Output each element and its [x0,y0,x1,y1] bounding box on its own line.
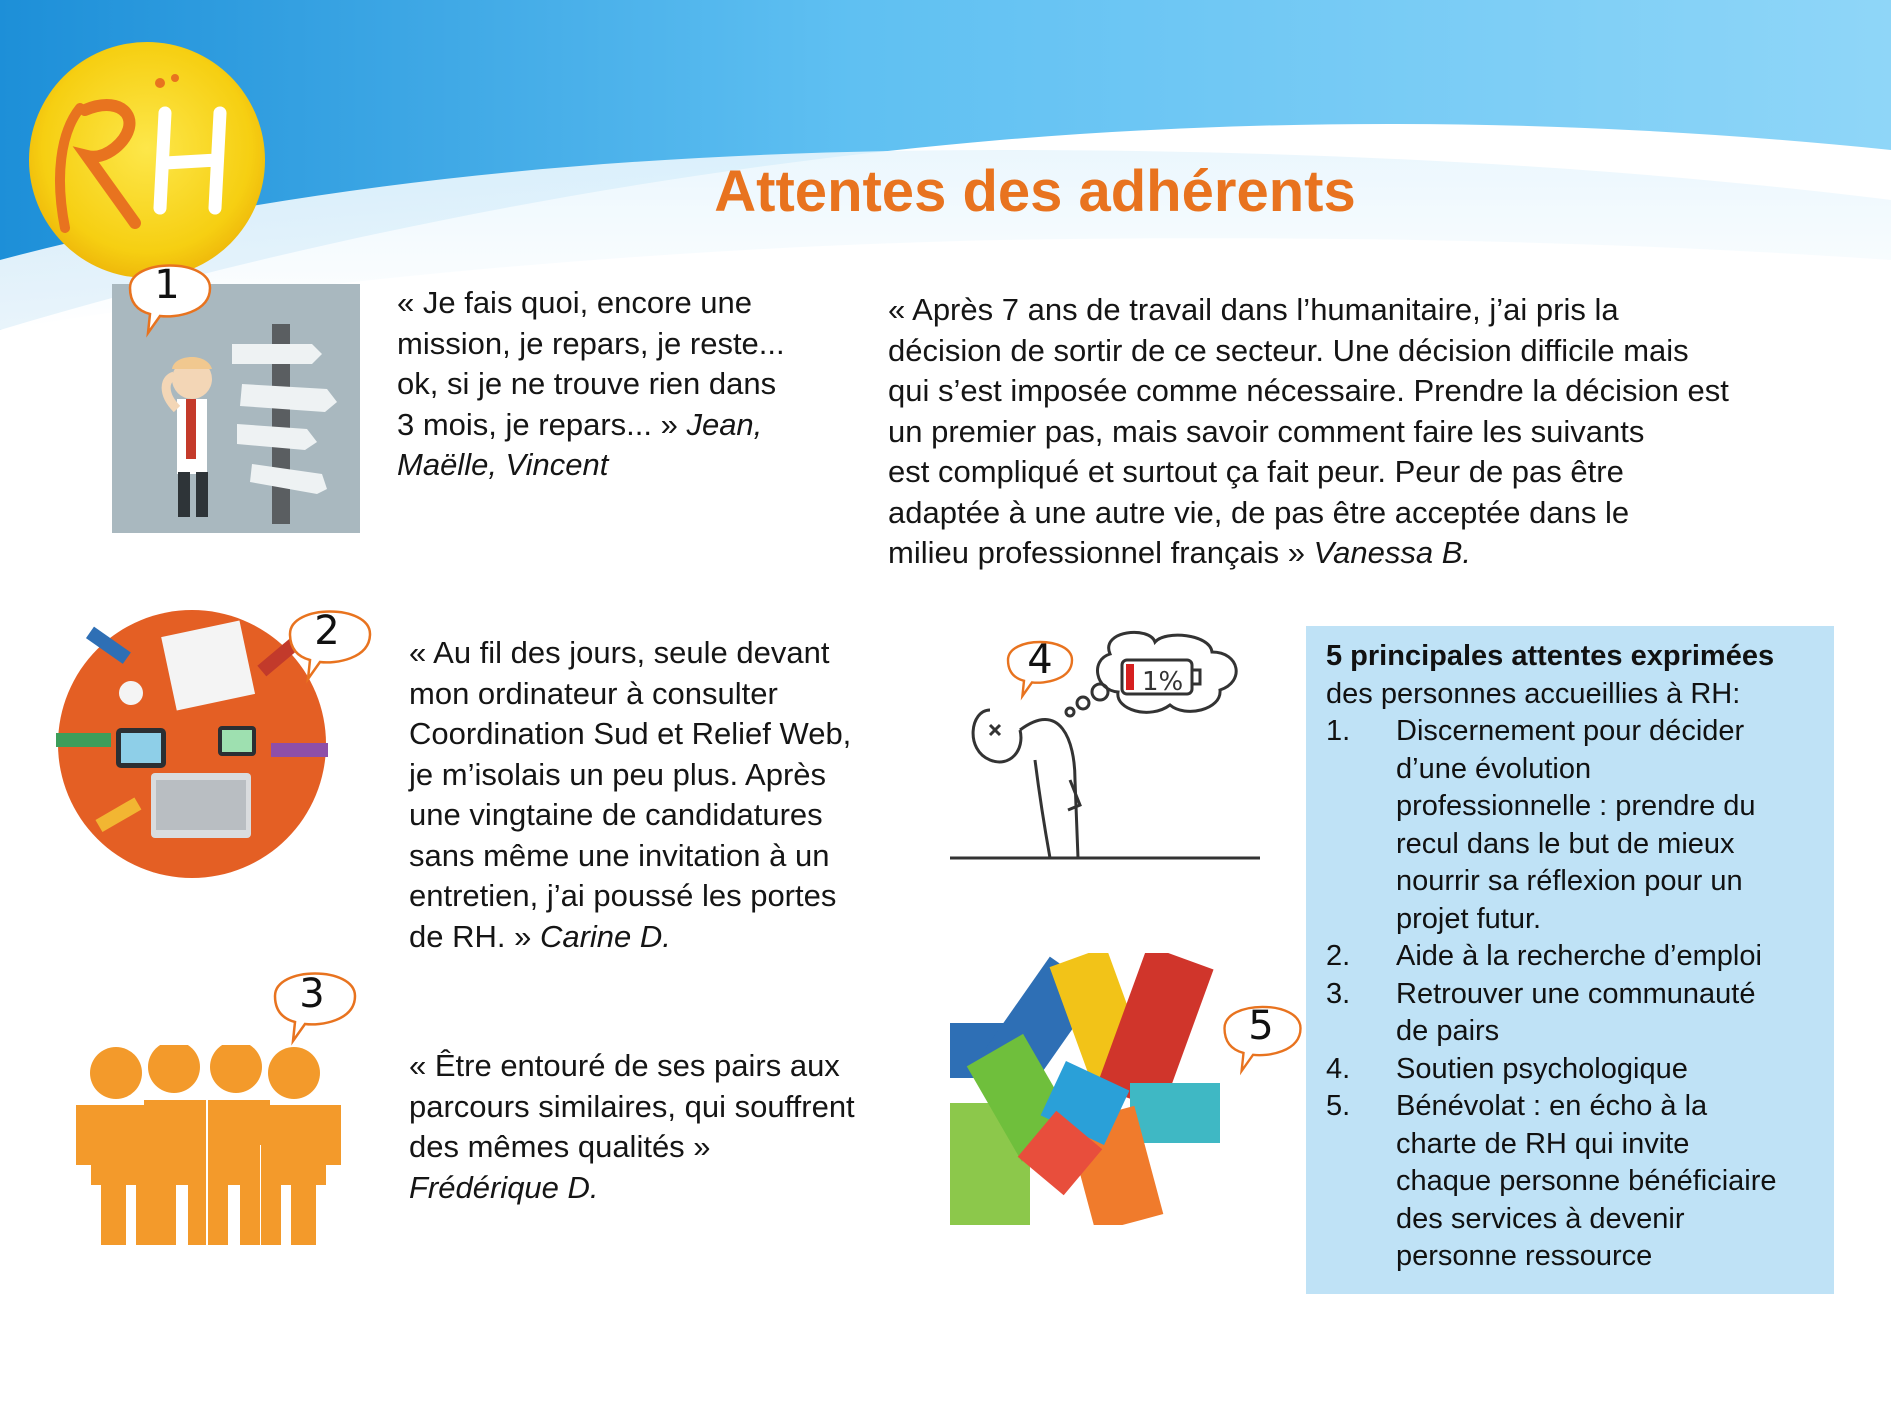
quote-line: décision de sortir de ce secteur. Une décision difficile mais [888,332,1689,368]
quote-carine [409,633,909,957]
quote-author: Vanessa B. [1313,535,1472,570]
list-item-line: projet futur. [1396,902,1542,935]
list-item-number: 1. [1326,715,1351,747]
list-item-line: Soutien psychologique [1396,1052,1688,1085]
list-item-number: 5. [1326,1090,1351,1122]
list-item-line: professionnelle : prendre du [1396,790,1756,822]
list-item [1326,1088,1814,1276]
quote-line: sans même une invitation à un [409,837,830,873]
quote-line: adaptée à une autre vie, de pas être acceptée dans le [888,494,1630,530]
list-item [1326,1051,1814,1089]
quote-line: parcours similaires, qui souffrent [409,1088,855,1124]
quote-line: qui s’est imposée comme nécessaire. Prendre la décision est [888,373,1729,408]
quote-line: « Je fais quoi, encore une [397,285,753,320]
list-item [1326,938,1814,976]
list-item-number: 3. [1326,977,1351,1010]
quote-line: des mêmes qualités » [409,1129,711,1164]
list-item [1326,976,1814,1051]
group-of-people-illustration [56,1045,361,1255]
list-item-line: Retrouver une communauté [1396,977,1756,1010]
list-item-line: de pairs [1396,1015,1500,1047]
list-item-line: charte de RH qui invite [1396,1127,1690,1160]
quote-line: mission, je repars, je reste... [397,325,785,361]
info-box-heading: 5 principales attentes exprimées [1326,640,1775,672]
quote-line: « Après 7 ans de travail dans l’humanitaire, j’ai pris la [888,292,1619,327]
quote-line: « Être entouré de ses pairs aux [409,1048,840,1083]
info-box-subheading: des personnes accueillies à RH: [1326,677,1741,710]
list-item-number: 2. [1326,940,1351,972]
bubble-number-5: 5 [1248,1003,1274,1049]
quote-frederique [409,1046,919,1208]
list-item-line: d’une évolution [1396,752,1592,785]
bubble-number-4: 4 [1027,637,1053,683]
quote-author: Jean, [686,406,763,442]
list-item-line: Aide à la recherche d’emploi [1396,940,1762,972]
quote-line: Coordination Sud et Relief Web, [409,716,852,751]
quote-line: ok, si je ne trouve rien dans [397,366,777,401]
bubble-number-2: 2 [314,608,340,654]
expectations-list [1326,713,1814,1276]
list-item-line: des services à devenir [1396,1202,1685,1235]
quote-author: Carine D. [539,918,671,954]
bubble-number-3: 3 [299,971,325,1017]
list-item-number: 4. [1326,1052,1351,1085]
list-item-line: recul dans le but de mieux [1396,827,1735,860]
quote-line: mon ordinateur à consulter [409,675,778,711]
quote-jean-maelle-vincent [397,283,857,486]
joined-hands-circle-illustration [950,953,1220,1225]
bubble-number-1: 1 [154,262,180,308]
list-item-line: personne ressource [1396,1240,1653,1272]
quote-author: Maëlle, Vincent [397,447,609,482]
logo-text [0,0,1,1]
quote-line: milieu professionnel français » [888,535,1314,570]
list-item-line: Discernement pour décider [1396,715,1745,747]
svg-text:1%: 1% [1142,667,1184,697]
quote-vanessa [888,290,1848,574]
quote-line: « Au fil des jours, seule devant [409,635,830,670]
list-item-line: nourrir sa réflexion pour un [1396,865,1743,897]
quote-line: un premier pas, mais savoir comment faire les suivants [888,413,1645,449]
tired-person-low-battery-illustration [950,630,1262,865]
quote-line: je m’isolais un peu plus. Après [409,756,827,792]
quote-author: Frédérique D. [409,1169,599,1205]
quote-line: une vingtaine de candidatures [409,797,823,832]
quote-line: entretien, j’ai poussé les portes [409,878,837,913]
quote-line: 3 mois, je repars... » [397,406,687,442]
quote-line: est compliqué et surtout ça fait peur. Peur de pas être [888,454,1624,489]
list-item-line: Bénévolat : en écho à la [1396,1090,1708,1122]
key-expectations-box [1306,626,1834,1294]
quote-line: de RH. » [409,918,540,954]
list-item [1326,713,1814,938]
page-title: Attentes des adhérents [714,159,1356,224]
list-item-line: chaque personne bénéficiaire [1396,1165,1777,1197]
rh-logo [25,38,270,283]
